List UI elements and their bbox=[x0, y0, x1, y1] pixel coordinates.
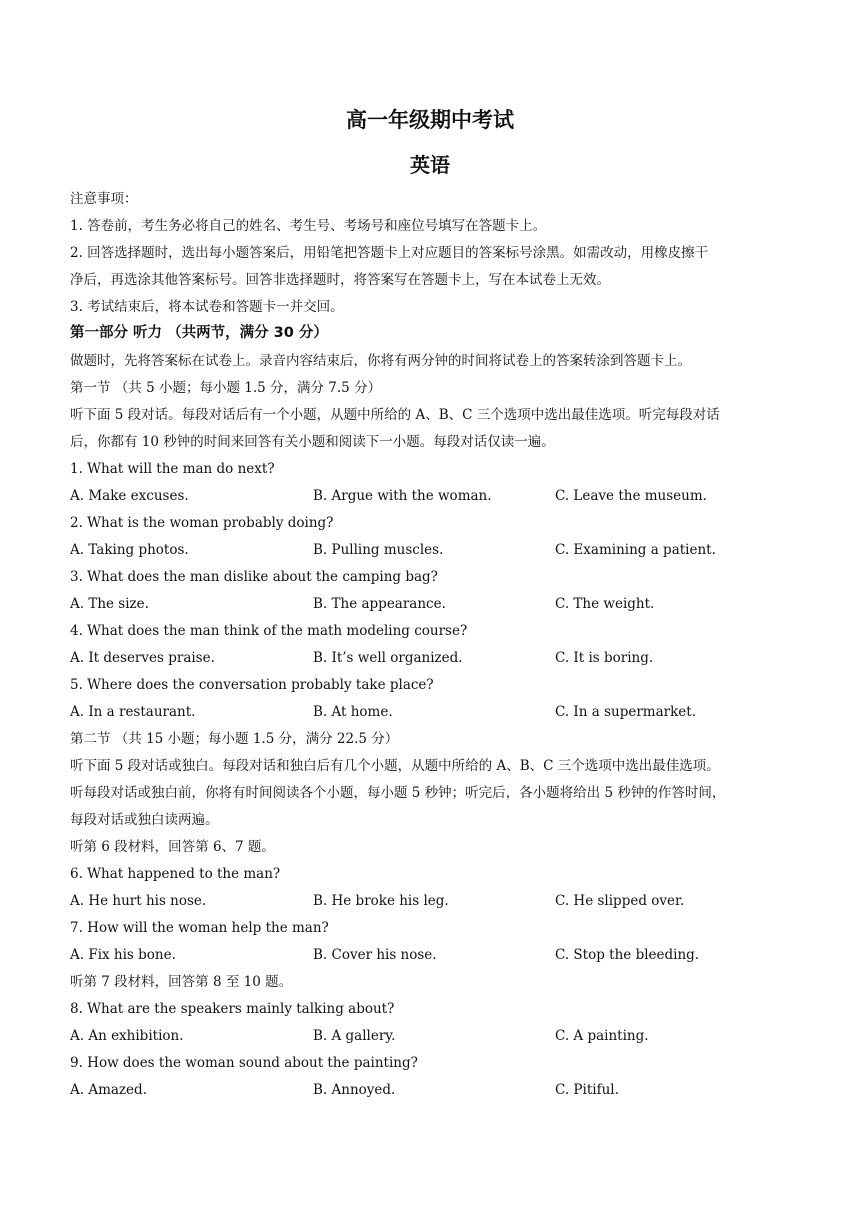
question-5: 5. Where does the conversation probably take place? bbox=[70, 677, 434, 693]
section1-instruction-2: 后，你都有 10 秒钟的时间来回答有关小题和阅读下一小题。每段对话仅读一遍。 bbox=[70, 434, 555, 450]
note-item-3: 3. 考试结束后，将本试卷和答题卡一并交回。 bbox=[70, 299, 344, 315]
option-c: C. The weight. bbox=[555, 596, 655, 612]
option-a: A. It deserves praise. bbox=[70, 650, 215, 666]
option-c: C. Leave the museum. bbox=[555, 488, 707, 504]
note-item-1: 1. 答卷前，考生务必将自己的姓名、考生号、考场号和座位号填写在答题卡上。 bbox=[70, 218, 547, 234]
option-a: A. Fix his bone. bbox=[70, 947, 176, 963]
option-b: B. It’s well organized. bbox=[313, 650, 463, 666]
section2-instruction-1: 听下面 5 段对话或独白。每段对话和独白后有几个小题，从题中所给的 A、B、C 三个选项中选出最佳选项。 bbox=[70, 758, 720, 774]
options-8 bbox=[70, 1027, 792, 1045]
option-c: C. Stop the bleeding. bbox=[555, 947, 700, 963]
option-b: B. Cover his nose. bbox=[313, 947, 437, 963]
option-b: B. Pulling muscles. bbox=[313, 542, 444, 558]
question-7: 7. How will the woman help the man? bbox=[70, 920, 329, 936]
question-2: 2. What is the woman probably doing? bbox=[70, 515, 334, 531]
question-4: 4. What does the man think of the math modeling course? bbox=[70, 623, 468, 639]
note-item-2-cont: 净后，再选涂其他答案标号。回答非选择题时，将答案写在答题卡上，写在本试卷上无效。 bbox=[70, 272, 610, 288]
option-a: A. The size. bbox=[70, 596, 149, 612]
options-5 bbox=[70, 703, 792, 721]
option-b: B. Annoyed. bbox=[313, 1082, 396, 1098]
option-b: B. A gallery. bbox=[313, 1028, 396, 1044]
option-a: A. Make excuses. bbox=[70, 488, 189, 504]
options-4 bbox=[70, 649, 792, 667]
section2-instruction-3: 每段对话或独白读两遍。 bbox=[70, 812, 219, 828]
part1-intro: 做题时，先将答案标在试卷上。录音内容结束后，你将有两分钟的时间将试卷上的答案转涂到答题卡上。 bbox=[70, 353, 691, 369]
option-a: A. He hurt his nose. bbox=[70, 893, 207, 909]
question-8: 8. What are the speakers mainly talking about? bbox=[70, 1001, 395, 1017]
options-2 bbox=[70, 541, 792, 559]
options-6 bbox=[70, 892, 792, 910]
option-c: C. Examining a patient. bbox=[555, 542, 716, 558]
option-a: A. Amazed. bbox=[70, 1082, 147, 1098]
option-a: A. In a restaurant. bbox=[70, 704, 196, 720]
section1-instruction-1: 听下面 5 段对话。每段对话后有一个小题，从题中所给的 A、B、C 三个选项中选出最佳选项。听完每段对话 bbox=[70, 407, 720, 423]
note-item-2: 2. 回答选择题时，选出每小题答案后，用铅笔把答题卡上对应题目的答案标号涂黑。如需改动，用橡皮擦干 bbox=[70, 245, 709, 261]
option-c: C. He slipped over. bbox=[555, 893, 685, 909]
option-c: C. It is boring. bbox=[555, 650, 654, 666]
option-b: B. At home. bbox=[313, 704, 393, 720]
part1-heading: 第一部分 听力 （共两节，满分 30 分） bbox=[70, 325, 328, 341]
question-1: 1. What will the man do next? bbox=[70, 461, 275, 477]
section2-instruction-2: 听每段对话或独白前，你将有时间阅读各个小题，每小题 5 秒钟；听完后，各小题将给出 5 秒钟的作答时间， bbox=[70, 785, 726, 801]
question-3: 3. What does the man dislike about the camping bag? bbox=[70, 569, 438, 585]
option-c: C. Pitiful. bbox=[555, 1082, 619, 1098]
material-7-note: 听第 7 段材料，回答第 8 至 10 题。 bbox=[70, 974, 293, 990]
material-6-note: 听第 6 段材料，回答第 6、7 题。 bbox=[70, 839, 275, 855]
options-1 bbox=[70, 487, 792, 505]
options-9 bbox=[70, 1081, 792, 1099]
question-6: 6. What happened to the man? bbox=[70, 866, 281, 882]
notes-heading: 注意事项： bbox=[70, 191, 138, 207]
option-a: A. An exhibition. bbox=[70, 1028, 184, 1044]
option-b: B. Argue with the woman. bbox=[313, 488, 492, 504]
option-b: B. He broke his leg. bbox=[313, 893, 449, 909]
option-a: A. Taking photos. bbox=[70, 542, 189, 558]
section1-heading: 第一节 （共 5 小题；每小题 1.5 分，满分 7.5 分） bbox=[70, 380, 382, 396]
options-7 bbox=[70, 946, 792, 964]
exam-title: 高一年级期中考试 bbox=[346, 108, 514, 132]
subject-title: 英语 bbox=[410, 153, 450, 177]
options-3 bbox=[70, 595, 792, 613]
option-b: B. The appearance. bbox=[313, 596, 446, 612]
option-c: C. In a supermarket. bbox=[555, 704, 696, 720]
option-c: C. A painting. bbox=[555, 1028, 649, 1044]
question-9: 9. How does the woman sound about the painting? bbox=[70, 1055, 418, 1071]
section2-heading: 第二节 （共 15 小题；每小题 1.5 分，满分 22.5 分） bbox=[70, 731, 399, 747]
